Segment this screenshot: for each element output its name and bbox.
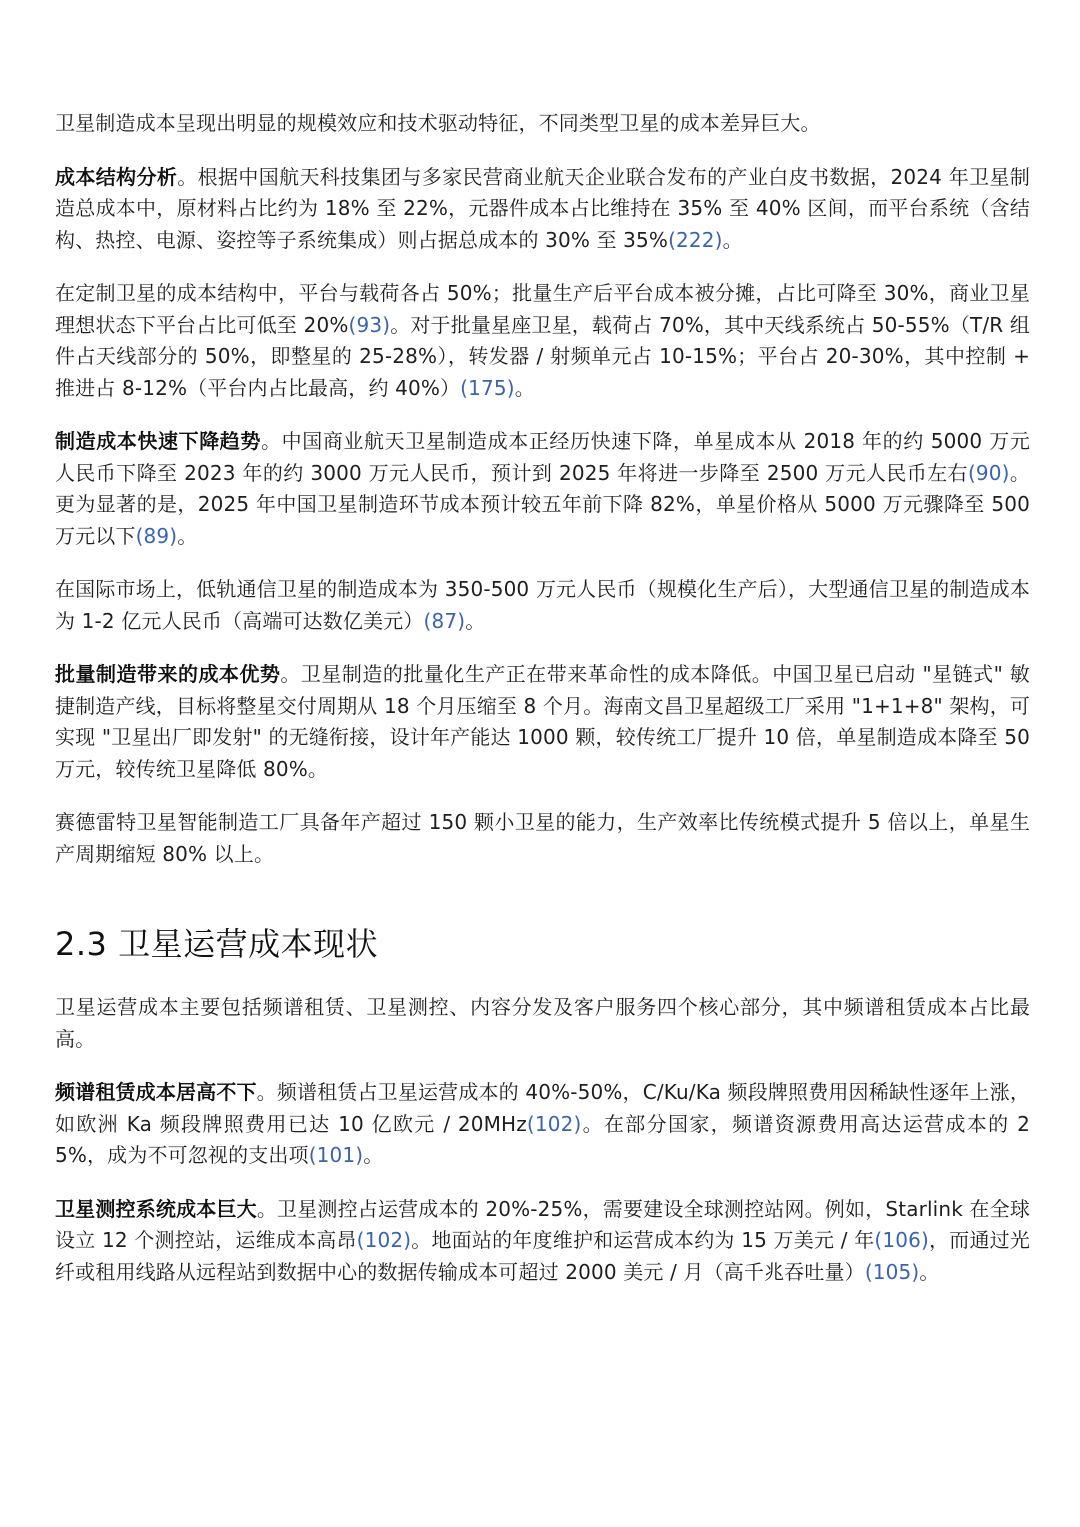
- paragraph-text: 卫星制造成本呈现出明显的规模效应和技术驱动特征，不同类型卫星的成本差异巨大。: [55, 111, 821, 135]
- paragraph-text: 。中国商业航天卫星制造成本正经历快速下降，单星成本从 2018 年的约 5000 万元人民币下降至 2023 年的约 3000 万元人民币，预计到 2025 年将进一步降至 2500 万元人民币左右: [55, 429, 1031, 485]
- document-page: [55, 108, 1030, 1310]
- paragraph-lead-heading: 成本结构分析: [55, 164, 178, 189]
- reference-link[interactable]: (87): [423, 608, 466, 633]
- paragraph: [55, 162, 1030, 257]
- reference-link[interactable]: (106): [874, 1228, 929, 1252]
- reference-link[interactable]: (89): [135, 523, 178, 548]
- paragraph: [55, 659, 1030, 785]
- paragraph-text: 。: [722, 227, 743, 252]
- paragraph-text: 。频谱租赁占卫星运营成本的 40%-50%，C/Ku/Ka 频段牌照费用因稀缺性逐年上涨，如欧洲 Ka 频段牌照费用已达 10 亿欧元 / 20MHz: [55, 1080, 1031, 1136]
- paragraph-text: 。: [363, 1143, 384, 1167]
- paragraph-text: 卫星运营成本主要包括频谱租赁、卫星测控、内容分发及客户服务四个核心部分，其中频谱租赁成本占比最高。: [55, 995, 1030, 1051]
- paragraph-text: 。: [514, 375, 535, 400]
- paragraph: [55, 807, 1030, 870]
- reference-link[interactable]: (102): [526, 1111, 582, 1136]
- reference-link[interactable]: (105): [864, 1259, 920, 1284]
- paragraph: [55, 1194, 1030, 1289]
- paragraph-text: 。卫星制造的批量化生产正在带来革命性的成本降低。中国卫星已启动 "星链式" 敏捷制造产线，目标将整星交付周期从 18 个月压缩至 8 个月。海南文昌卫星超级工厂采用 "1+1+8" 架构，可实现 "卫星出厂即发射" 的无缝衔接，设计年产能达 1000 颗，较传统工厂提升 10 倍，单星制造成本降至 50 万元，较传统卫星降低 80%。: [55, 662, 1030, 781]
- paragraph-text: ，而通过光纤或租用线路从远程站到数据中心的数据传输成本可超过 2000 美元 / 月（高千兆吞吐量）: [55, 1228, 1031, 1284]
- paragraph-text: 。根据中国航天科技集团与多家民营商业航天企业联合发布的产业白皮书数据，2024 年卫星制造总成本中，原材料占比约为 18% 至 22%，元器件成本占比维持在 35% 至 40% 区间，而平台系统（含结构、热控、电源、姿控等子系统集成）则占据总成本的 30% 至 35%: [55, 164, 1030, 252]
- paragraph-text: 。对于批量星座卫星，载荷占 70%，其中天线系统占 50-55%（T/R 组件占天线部分的 50%，即整星的 25-28%），转发器 / 射频单元占 10-15%；平台占 20-30%，其中控制 + 推进占 8-12%（平台内占比最高，约 40%）: [55, 312, 1030, 400]
- paragraph-lead-heading: 频谱租赁成本居高不下: [55, 1080, 257, 1104]
- paragraph-text: 。更为显著的是，2025 年中国卫星制造环节成本预计较五年前下降 82%，单星价格从 5000 万元骤降至 500 万元以下: [55, 460, 1030, 548]
- paragraph-text: 。在部分国家，频谱资源费用高达运营成本的 25%，成为不可忽视的支出项: [55, 1111, 1031, 1167]
- paragraph-lead-heading: 卫星测控系统成本巨大: [55, 1196, 257, 1221]
- paragraph-text: 赛德雷特卫星智能制造工厂具备年产超过 150 颗小卫星的能力，生产效率比传统模式提升 5 倍以上，单星生产周期缩短 80% 以上。: [55, 810, 1030, 866]
- manufacturing-cost-section: [55, 108, 1030, 870]
- reference-link[interactable]: (90): [967, 460, 1010, 485]
- reference-link[interactable]: (102): [356, 1228, 412, 1252]
- paragraph-text: 在定制卫星的成本结构中，平台与载荷各占 50%；批量生产后平台成本被分摊，占比可降至 30%，商业卫星理想状态下平台占比可低至 20%: [55, 281, 1030, 337]
- operating-cost-section: [55, 992, 1030, 1288]
- paragraph: [55, 574, 1030, 637]
- reference-link[interactable]: (222): [668, 227, 723, 252]
- paragraph-text: 在国际市场上，低轨通信卫星的制造成本为 350-500 万元人民币（规模化生产后），大型通信卫星的制造成本为 1-2 亿元人民币（高端可达数亿美元）: [55, 577, 1030, 633]
- paragraph-text: 。: [177, 523, 198, 548]
- paragraph: [55, 278, 1030, 404]
- paragraph-text: 。: [919, 1259, 940, 1284]
- paragraph-text: 。: [465, 608, 486, 633]
- paragraph: [55, 992, 1030, 1055]
- paragraph-text: 。卫星测控占运营成本的 20%-25%，需要建设全球测控站网。例如，Starlink 在全球设立 12 个测控站，运维成本高昂: [55, 1196, 1031, 1252]
- section-heading: 2.3 卫星运营成本现状: [55, 925, 379, 963]
- reference-link[interactable]: (101): [308, 1143, 364, 1167]
- paragraph: [55, 426, 1030, 552]
- reference-link[interactable]: (175): [460, 375, 515, 400]
- paragraph-text: 。地面站的年度维护和运营成本约为 15 万美元 / 年: [411, 1228, 875, 1252]
- paragraph-lead-heading: 批量制造带来的成本优势: [55, 662, 281, 686]
- paragraph: [55, 1077, 1030, 1172]
- paragraph: [55, 108, 1030, 140]
- paragraph-lead-heading: 制造成本快速下降趋势: [55, 429, 262, 453]
- reference-link[interactable]: (93): [348, 312, 391, 337]
